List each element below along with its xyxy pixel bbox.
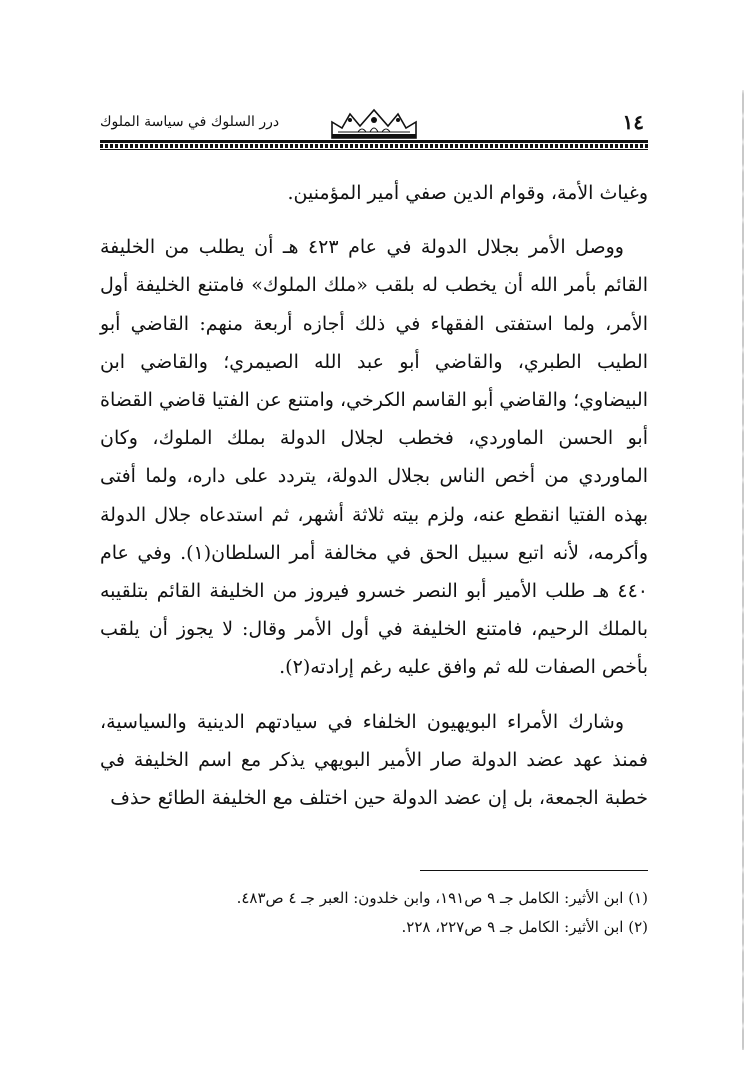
paragraph-buyid-emirs: وشارك الأمراء البويهيون الخلفاء في سيادتهم الدينية والسياسية، فمنذ عهد عضد الدولة صار الأمير البويهي يذكر مع اسم الخليفة في خطبة الجمعة، بل إن عضد الدولة حين اختلف مع الخليفة الطائع حذف: [100, 710, 648, 810]
paragraph-continuation: وغياث الأمة، وقوام الدين صفي أمير المؤمنين.: [287, 182, 648, 204]
footnote-1: (١) ابن الأثير: الكامل جـ ٩ ص١٩١، وابن خلدون: العبر جـ ٤ ص٤٨٣.: [236, 889, 648, 907]
header-rule-pattern: [100, 144, 648, 148]
footnote-separator: [420, 870, 648, 871]
footnote-2: (٢) ابن الأثير: الكامل جـ ٩ ص٢٢٧، ٢٢٨.: [401, 918, 648, 936]
crown-ornament-icon: [328, 108, 420, 140]
main-text: [100, 174, 648, 817]
header-rule-thin: [100, 149, 648, 150]
header-rule-thick: [100, 140, 648, 143]
paragraph-jalal-al-dawla: ووصل الأمر بجلال الدولة في عام ٤٢٣ هـ أن يطلب من الخليفة القائم بأمر الله أن يخطب له بلقب «ملك الملوك» فامتنع الخليفة أول الأمر، ولما استفتى الفقهاء في ذلك أجازه أربعة منهم: القاضي أبو الطيب الطبري، والقاضي أبو عبد الله الصيمري؛ والقاضي ابن البيضاوي؛ والقاضي أبو القاسم الكرخي، وامتنع عن الفتيا قاضي القضاة أبو الحسن الماوردي، فخطب لجلال الدولة بملك الملوك، وكان الماوردي من أخص الناس بجلال الدولة، يتردد على داره، ولما أفتى بهذه الفتيا انقطع عنه، ولزم بيته ثلاثة أشهر، ثم استدعاه جلال الدولة وأكرمه، لأنه اتبع سبيل الحق في مخالفة أمر السلطان(١). وفي عام ٤٤٠ هـ طلب الأمير أبو النصر خسرو فيروز من الخليفة القائم بتلقيبه بالملك الرحيم، فامتنع الخليفة في أول الأمر وقال: لا يجوز أن يلقب بأخص الصفات لله ثم وافق عليه رغم إرادته(٢).: [100, 236, 648, 679]
page-number: ١٤: [622, 110, 644, 134]
binding-edge: [742, 90, 744, 1050]
running-header: [100, 104, 648, 154]
running-title: درر السلوك في سياسة الملوك: [100, 114, 280, 130]
footnotes: [100, 884, 648, 942]
